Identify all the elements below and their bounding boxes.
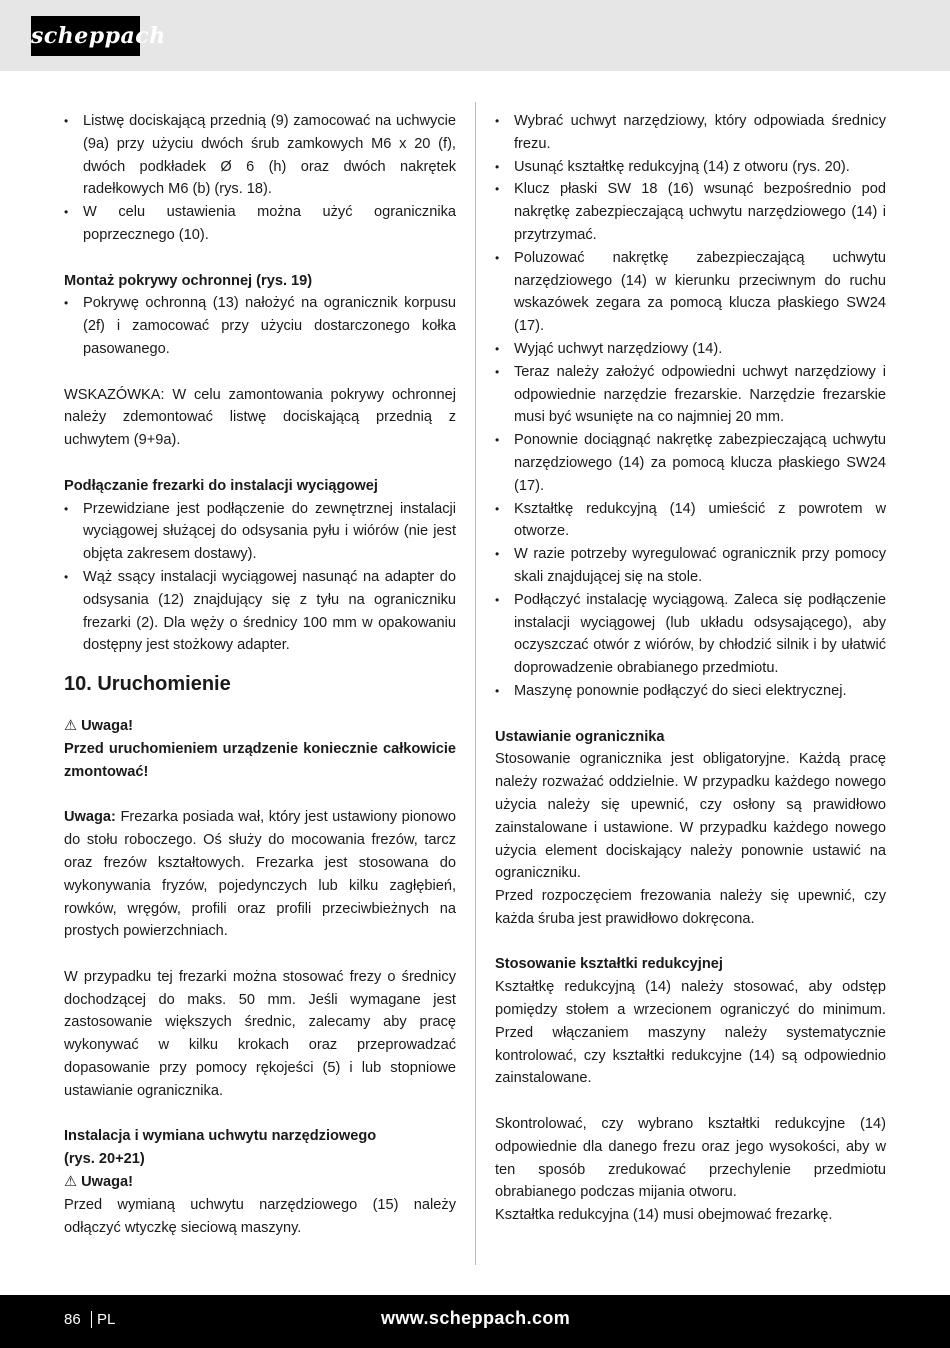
list-item: • Wyjąć uchwyt narzędziowy (14).	[495, 338, 886, 361]
list-item: • Listwę dociskającą przednią (9) zamocować na uchwycie (9a) przy użyciu dwóch śrub zamkowych M6 x 20 (f), dwóch podkładek Ø 6 (h) oraz dwóch nakrętek radełkowych M6 (b) (rys. 18).	[64, 110, 456, 201]
warning-heading	[64, 1171, 456, 1194]
body-paragraph: Kształtka redukcyjna (14) musi obejmować frezarkę.	[495, 1207, 833, 1224]
header-band	[0, 0, 950, 71]
paragraph-label: Uwaga:	[64, 809, 116, 826]
heading-podlaczanie: Podłączanie frezarki do instalacji wyciągowej	[64, 477, 378, 494]
body-paragraph	[64, 806, 456, 943]
left-column	[64, 110, 456, 1239]
heading-instalacja-ref: (rys. 20+21)	[64, 1151, 145, 1168]
list-item: • Przewidziane jest podłączenie do zewnętrznej instalacji wyciągowej służącej do odsysania pyłu i wiórów (nie jest objęta zakresem dostawy).	[64, 498, 456, 566]
list-item: • Kształtkę redukcyjną (14) umieścić z powrotem w otworze.	[495, 498, 886, 544]
heading-montaz: Montaż pokrywy ochronnej (rys. 19)	[64, 272, 313, 289]
heading-ksztaltka: Stosowanie kształtki redukcyjnej	[495, 956, 723, 973]
body-paragraph: Przed rozpoczęciem frezowania należy się upewnić, czy każda śruba jest prawidłowo dokręcona.	[495, 888, 886, 927]
body-paragraph: W przypadku tej frezarki można stosować frezy o średnicy dochodzącej do maks. 50 mm. Jeśli wymagane jest zastosowanie większych średnic, zalecamy aby pracę wykonywać w kilku krokach oraz przeprowadzać dopasowanie przy pomocy rękojeści (5) i lub stopniowe ustawianie ogranicznika.	[64, 968, 456, 1099]
list-item: • Klucz płaski SW 18 (16) wsunąć bezpośrednio pod nakrętkę zabezpieczającą uchwytu narzędziowego (14) i przytrzymać.	[495, 178, 886, 246]
warning-icon: ⚠	[64, 1174, 78, 1191]
right-column	[495, 110, 886, 1227]
column-divider	[475, 102, 476, 1265]
page-number: 86	[64, 1311, 81, 1328]
body-paragraph: Przed wymianą uchwytu narzędziowego (15) należy odłączyć wtyczkę sieciową maszyny.	[64, 1196, 456, 1236]
warning-text: Przed uruchomieniem urządzenie koniecznie całkowicie zmontować!	[64, 740, 456, 780]
footer-separator	[91, 1311, 92, 1328]
warning-label: Uwaga!	[81, 718, 133, 735]
footer-bar	[0, 1295, 950, 1348]
list-item: • Podłączyć instalację wyciągową. Zaleca się podłączenie instalacji wyciągowej (lub układu odsysającego), aby oczyszczać otwór z wiórów, by chłodzić silnik i by ułatwić doprowadzenie obrabianego przedmiotu.	[495, 589, 886, 680]
language-code: PL	[97, 1311, 116, 1328]
list-item: • W razie potrzeby wyregulować ogranicznik przy pomocy skali znajdującej się na stole.	[495, 543, 886, 589]
list-item: • Poluzować nakrętkę zabezpieczającą uchwytu narzędziowego (14) w kierunku przeciwnym do ruchu wskazówek zegara za pomocą klucza płaskiego SW24 (17).	[495, 247, 886, 338]
list-item: • Wąż ssący instalacji wyciągowej nasunąć na adapter do odsysania (12) znajdujący się z tyłu na ograniczniku frezarki (2). Dla węży o średnicy 100 mm w opakowaniu dostępny jest stożkowy adapter.	[64, 566, 456, 657]
body-paragraph: Kształtkę redukcyjną (14) należy stosować, aby odstęp pomiędzy stołem a wrzecionem ograniczyć do minimum. Przed włączaniem maszyny należy systematycznie kontrolować, czy kształtki redukcyjne (14) są odpowiednio zainstalowane.	[495, 979, 886, 1087]
heading-ustawianie: Ustawianie ogranicznika	[495, 728, 665, 745]
warning-heading	[64, 715, 456, 738]
list-item: • Wybrać uchwyt narzędziowy, który odpowiada średnicy frezu.	[495, 110, 886, 156]
list-item: • Ponownie dociągnąć nakrętkę zabezpieczającą uchwytu narzędziowego (14) za pomocą klucza płaskiego SW24 (17).	[495, 429, 886, 497]
warning-icon: ⚠	[64, 718, 78, 735]
list-item: • W celu ustawienia można użyć ogranicznika poprzecznego (10).	[64, 201, 456, 247]
list-item: • Usunąć kształtkę redukcyjną (14) z otworu (rys. 20).	[495, 156, 886, 179]
body-paragraph: Stosowanie ogranicznika jest obligatoryjne. Każdą pracę należy rozważać oddzielnie. W przypadku każdego nowego użycia należy się upewnić, czy osłony są prawidłowo zainstalowane i ustawione. W przypadku każdego nowego użycia element dociskający należy ponownie ustawić na ograniczniku.	[495, 751, 886, 882]
website-link[interactable]: www.scheppach.com	[381, 1308, 571, 1328]
list-item: • Pokrywę ochronną (13) nałożyć na ogranicznik korpusu (2f) i zamocować przy użyciu dostarczonego kołka pasowanego.	[64, 292, 456, 360]
list-item: • Teraz należy założyć odpowiedni uchwyt narzędziowy i odpowiednie narzędzie frezarskie. Narzędzie frezarskie musi być wsunięte na co najmniej 20 mm.	[495, 361, 886, 429]
section-title: 10. Uruchomienie	[64, 673, 231, 696]
scheppach-logo: scheppach	[31, 16, 140, 56]
body-paragraph: Skontrolować, czy wybrano kształtki redukcyjne (14) odpowiednie dla danego frezu oraz jego wysokości, aby w ten sposób zredukować przechylenie przedmiotu obrabianego podczas mijania otworu.	[495, 1116, 886, 1201]
note-paragraph: WSKAZÓWKA: W celu zamontowania pokrywy ochronnej należy zdemontować listwę dociskającą przednią z uchwytem (9+9a).	[64, 386, 456, 449]
heading-instalacja: Instalacja i wymiana uchwytu narzędziowego	[64, 1128, 377, 1145]
paragraph-text: Frezarka posiada wał, który jest ustawiony pionowo do stołu roboczego. Oś służy do mocowania frezów, tarcz oraz frezów kształtowych. Frezarka jest stosowana do wykonywania fryzów, pojedynczych lub kilku zagłębień, rowków, wręgów, profili oraz profili przeciwbieżnych na prostych powierzchniach.	[64, 809, 456, 940]
list-item: • Maszynę ponownie podłączyć do sieci elektrycznej.	[495, 680, 886, 703]
warning-label: Uwaga!	[81, 1174, 133, 1191]
